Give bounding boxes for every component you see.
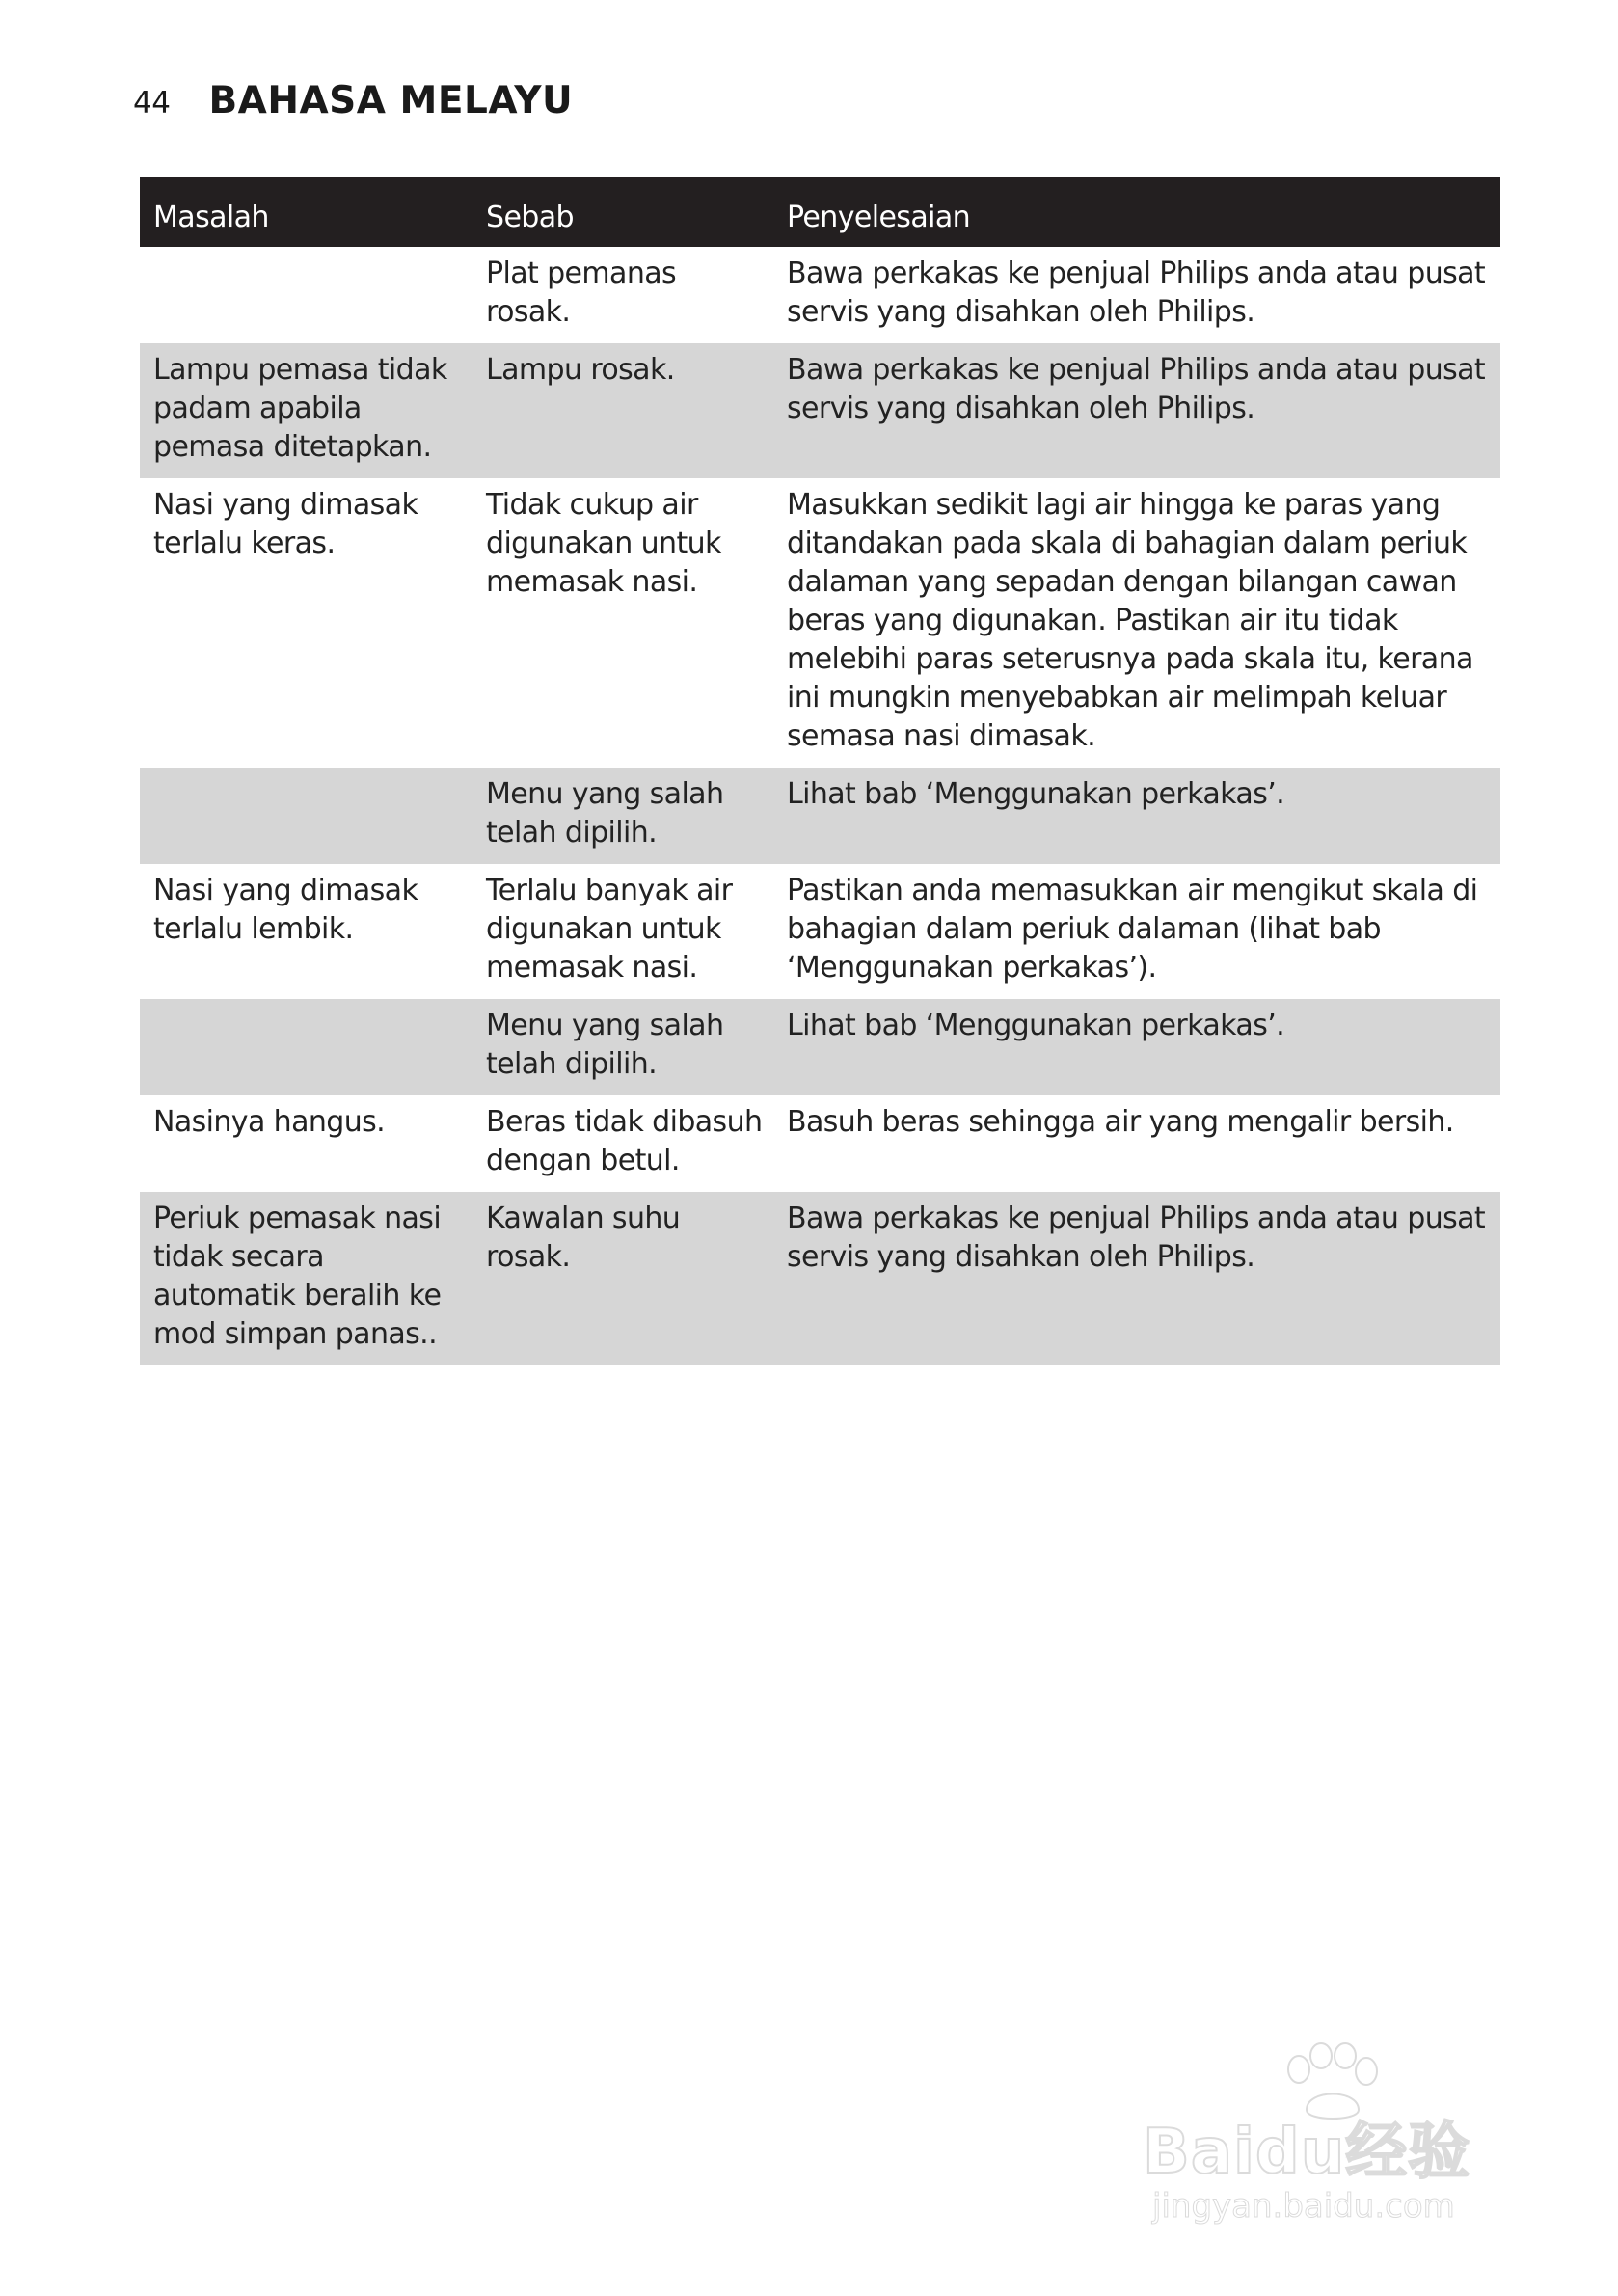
cause-cell: Beras tidak dibasuh dengan betul.	[486, 1105, 763, 1177]
cause-cell: Kawalan suhu rosak.	[472, 1192, 773, 1365]
table-row	[140, 478, 1500, 768]
cause-cell: Lampu rosak.	[472, 343, 773, 478]
solution-cell: Basuh beras sehingga air yang mengalir bersih.	[787, 1105, 1454, 1139]
solution-cell: Masukkan sedikit lagi air hingga ke paras yang ditandakan pada skala di bahagian dalam periuk dalaman yang sepadan dengan bilangan cawan beras yang digunakan. Pastikan air itu tidak melebihi paras seterusnya pada skala itu, kerana ini mungkin menyebabkan air melimpah keluar semasa nasi dimasak.	[787, 488, 1473, 753]
column-header-cause: Sebab	[472, 177, 773, 247]
table-row	[140, 343, 1500, 478]
problem-cell: Nasi yang dimasak terlalu keras.	[153, 488, 418, 560]
cause-cell: Terlalu banyak air digunakan untuk memasak nasi.	[486, 874, 733, 985]
watermark-url: jingyan.baidu.com	[1152, 2187, 1455, 2226]
troubleshooting-table	[140, 177, 1500, 1365]
problem-cell: Nasinya hangus.	[153, 1105, 386, 1139]
problem-cell: Periuk pemasak nasi tidak secara automatik beralih ke mod simpan panas..	[140, 1192, 472, 1365]
table-row	[140, 999, 1500, 1095]
cause-cell: Plat pemanas rosak.	[486, 257, 677, 329]
column-header-solution: Penyelesaian	[773, 177, 1500, 247]
section-title: BAHASA MELAYU	[208, 79, 574, 122]
table-row	[140, 247, 1500, 343]
column-header-problem: Masalah	[140, 177, 472, 247]
table-header-row	[140, 177, 1500, 247]
problem-cell	[140, 768, 472, 864]
solution-cell: Bawa perkakas ke penjual Philips anda atau pusat servis yang disahkan oleh Philips.	[787, 257, 1486, 329]
solution-cell: Lihat bab ‘Menggunakan perkakas’.	[773, 999, 1500, 1095]
solution-cell: Pastikan anda memasukkan air mengikut skala di bahagian dalam periuk dalaman (lihat bab ‘Menggunakan perkakas’).	[787, 874, 1478, 985]
solution-cell: Lihat bab ‘Menggunakan perkakas’.	[773, 768, 1500, 864]
cause-cell: Tidak cukup air digunakan untuk memasak nasi.	[486, 488, 721, 599]
table-row	[140, 768, 1500, 864]
problem-cell	[140, 999, 472, 1095]
table-row	[140, 1095, 1500, 1192]
problem-cell: Nasi yang dimasak terlalu lembik.	[153, 874, 418, 946]
page-header	[133, 79, 573, 122]
solution-cell: Bawa perkakas ke penjual Philips anda atau pusat servis yang disahkan oleh Philips.	[773, 1192, 1500, 1365]
table-row	[140, 864, 1500, 999]
watermark-brand: Baidu经验	[1143, 2117, 1471, 2188]
baidu-watermark	[1143, 2042, 1528, 2235]
table-row	[140, 1192, 1500, 1365]
cause-cell: Menu yang salah telah dipilih.	[472, 999, 773, 1095]
page-number: 44	[133, 86, 171, 121]
cause-cell: Menu yang salah telah dipilih.	[472, 768, 773, 864]
problem-cell	[140, 247, 472, 343]
problem-cell: Lampu pemasa tidak padam apabila pemasa ditetapkan.	[140, 343, 472, 478]
solution-cell: Bawa perkakas ke penjual Philips anda atau pusat servis yang disahkan oleh Philips.	[773, 343, 1500, 478]
